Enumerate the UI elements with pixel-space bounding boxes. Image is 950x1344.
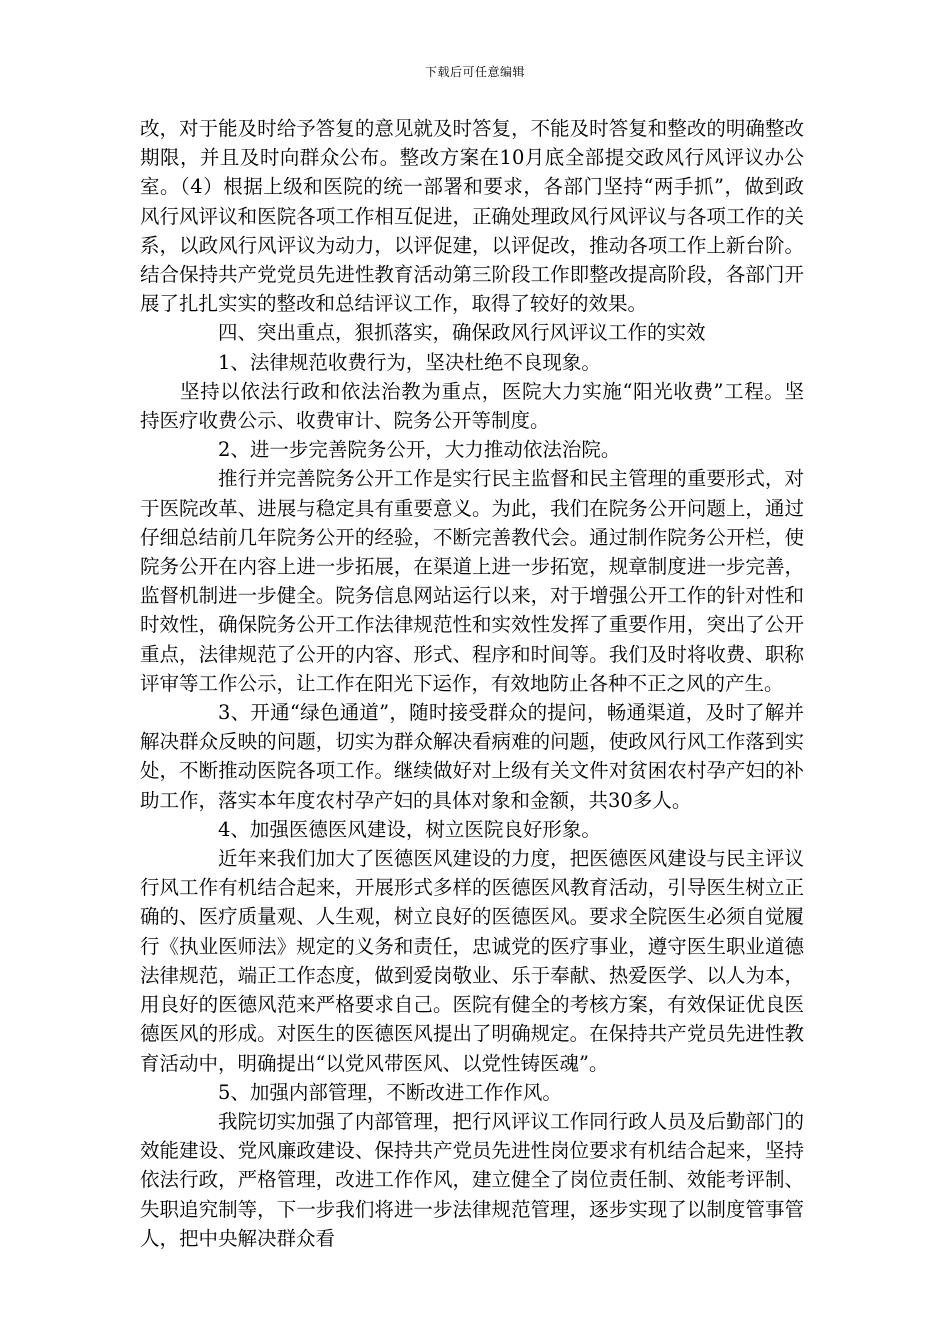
subheading-2: 2、进一步完善院务公开，大力推动依法治院。 bbox=[218, 438, 621, 462]
paragraph-rectification: 改，对于能及时给予答复的意见就及时答复，不能及时答复和整改的明确整改期限，并且及时向群众公布。整改方案在10月底全部提交政风行风评议办公室。（4）根据上级和医院的统一部署和要求，各部门坚持“两手抓”，做到政风行风评议和医院各项工作相互促进，正确处理政风行风评议与各项工作的关系，以政风行风评议为动力，以评促建，以评促改，推动各项工作上新台阶。结合保持共产党党员先进性教育活动第三阶段工作即整改提高阶段，各部门开展了扎扎实实的整改和总结评议工作，取得了较好的效果。 bbox=[140, 117, 804, 316]
paragraph-internal-management: 我院切实加强了内部管理，把行风评议工作同行政人员及后勤部门的效能建设、党风廉政建设、保持共产党员先进性岗位要求有机结合起来，坚持依法行政，严格管理，改进工作作风，建立健全了岗位责任制、效能考评制、失职追究制等，下一步我们将进一步法律规范管理，逐步实现了以制度管事管人，把中央解决群众看 bbox=[140, 1109, 804, 1250]
paragraph-green-channel: 3、开通“绿色通道”，随时接受群众的提问，畅通渠道，及时了解并解决群众反映的问题，切实为群众解决看病难的问题，使政风行风工作落到实处，不断推动医院各项工作。继续做好对上级有关文件对贫困农村孕产妇的补助工作，落实本年度农村孕产妇的具体对象和金额，共30多人。 bbox=[140, 701, 804, 812]
subheading-4: 4、加强医德医风建设，树立医院良好形象。 bbox=[218, 817, 601, 841]
section-heading-4: 四、突出重点，狠抓落实，确保政风行风评议工作的实效 bbox=[218, 321, 706, 345]
paragraph-medical-ethics: 近年来我们加大了医德医风建设的力度，把医德医风建设与民主评议行风工作有机结合起来，开展形式多样的医德医风教育活动，引导医生树立正确的、医疗质量观、人生观，树立良好的医德医风。要求全院医生必须自觉履行《执业医师法》规定的义务和责任，忠诚党的医疗事业，遵守医生职业道德法律规范，端正工作态度，做到爱岗敬业、乐于奉献、热爱医学、以人为本，用良好的医德风范来严格要求自己。医院有健全的考核方案，有效保证优良医德医风的形成。对医生的医德医风提出了明确规定。在保持共产党员先进性教育活动中，明确提出“以党风带医风、以党性铸医魂”。 bbox=[140, 847, 804, 1075]
document-body bbox=[140, 114, 804, 1253]
paragraph-sunshine-fees: 坚持以依法行政和依法治教为重点，医院大力实施“阳光收费”工程。坚持医疗收费公示、收费审计、院务公开等制度。 bbox=[140, 379, 804, 433]
subheading-5: 5、加强内部管理，不断改进工作作风。 bbox=[218, 1080, 562, 1104]
subheading-1: 1、法律规范收费行为，坚决杜绝不良现象。 bbox=[218, 350, 601, 374]
paragraph-hospital-affairs: 推行并完善院务公开工作是实行民主监督和民主管理的重要形式，对于医院改革、进展与稳定具有重要意义。为此，我们在院务公开问题上，通过仔细总结前几年院务公开的经验，不断完善教代会。通过制作院务公开栏，使院务公开在内容上进一步拓展，在渠道上进一步拓宽，规章制度进一步完善，监督机制进一步健全。院务信息网站运行以来，对于增强公开工作的针对性和时效性，确保院务公开工作法律规范性和实效性发挥了重要作用，突出了公开重点，法律规范了公开的内容、形式、程序和时间等。我们及时将收费、职称评审等工作公示，让工作在阳光下运作，有效地防止各种不正之风的产生。 bbox=[140, 467, 804, 695]
page-header-note: 下载后可任意编辑 bbox=[424, 65, 525, 79]
